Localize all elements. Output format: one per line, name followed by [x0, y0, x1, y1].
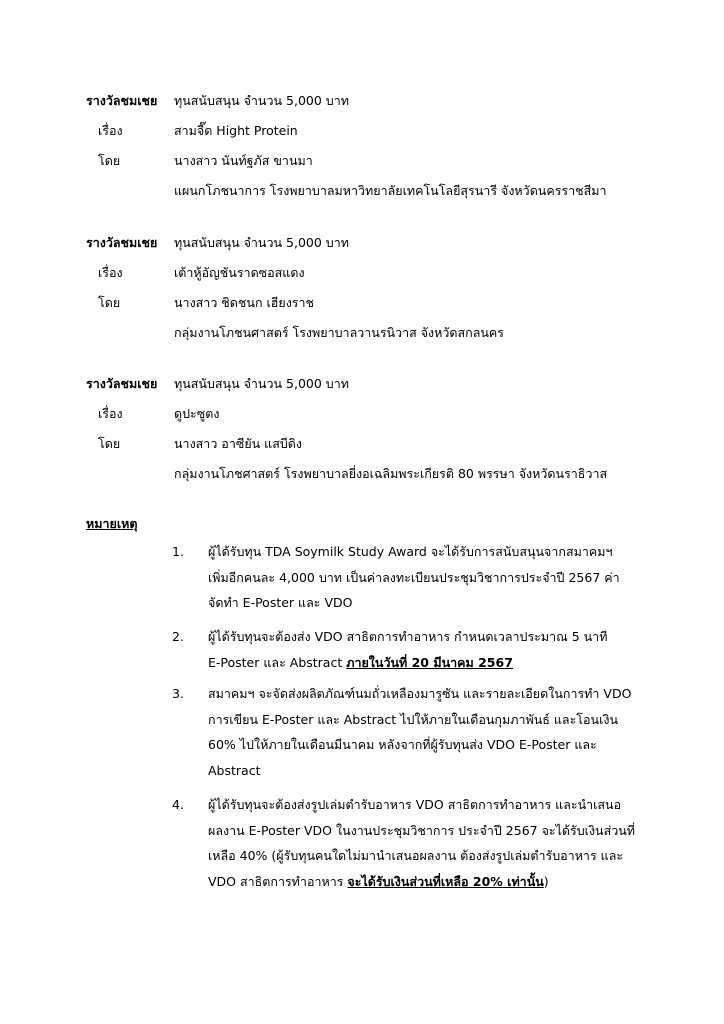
- note-number: 4.: [172, 797, 184, 812]
- remaining-amount-emphasis: จะได้รับเงินส่วนที่เหลือ 20% เท่านั้น: [347, 873, 544, 889]
- topic-label: เรื่อง: [98, 265, 123, 280]
- award-author: นางสาว นันท์ฐภัส ขานมา: [174, 153, 313, 168]
- award-label: รางวัลชมเชย: [86, 376, 158, 391]
- award-affiliation: กลุ่มงานโภชศาสตร์ โรงพยาบาลยี่งอเฉลิมพระเกียรติ 80 พรรษา จังหวัดนราธิวาส: [174, 466, 608, 481]
- note-line: จัดทำ E-Poster และ VDO: [208, 595, 353, 610]
- note-line: ผู้ได้รับทุนจะต้องส่งรูปเล่มตำรับอาหาร VDO สาธิตการทำอาหาร และนำเสนอ: [208, 797, 622, 812]
- award-affiliation: กลุ่มงานโภชนศาสตร์ โรงพยาบาลวานรนิวาส จังหวัดสกลนคร: [174, 325, 504, 340]
- award-topic: เต้าหู้อัญชันราดซอสแดง: [174, 265, 305, 280]
- note-number: 1.: [172, 544, 184, 559]
- note-number: 3.: [172, 686, 184, 701]
- note-number: 2.: [172, 629, 184, 644]
- award-author-row: [86, 288, 686, 318]
- award-author-row: [86, 146, 686, 176]
- award-block-3: [86, 369, 686, 489]
- by-label: โดย: [98, 153, 121, 168]
- award-author: นางสาว อาซียัน แสบีดิง: [174, 436, 303, 451]
- note-line: ผู้ได้รับทุน TDA Soymilk Study Award จะได้รับการสนับสนุนจากสมาคมฯ: [208, 544, 613, 559]
- award-label: รางวัลชมเชย: [86, 235, 158, 250]
- topic-label: เรื่อง: [98, 406, 123, 421]
- note-line: เพิ่มอีกคนละ 4,000 บาท เป็นค่าลงทะเบียนประชุมวิชาการประจำปี 2567 ค่า: [208, 569, 620, 585]
- note-text: [208, 792, 640, 894]
- note-line: เหลือ 40% (ผู้รับทุนคนใดไม่มานำเสนอผลงาน ต้องส่งรูปเล่มตำรับอาหาร และ: [208, 848, 624, 863]
- award-block-2: [86, 228, 686, 348]
- award-topic-row: [86, 258, 686, 288]
- note-text: [208, 539, 640, 616]
- award-prize-row: [86, 369, 686, 399]
- note-line: [208, 869, 640, 895]
- note-line: Abstract: [208, 762, 261, 778]
- award-block-1: [86, 86, 686, 206]
- award-prize: ทุนสนับสนุน จำนวน 5,000 บาท: [174, 235, 349, 250]
- notes-title: หมายเหตุ: [86, 516, 138, 531]
- award-affiliation-row: [86, 459, 686, 489]
- by-label: โดย: [98, 295, 121, 310]
- note-text: [208, 681, 640, 783]
- note-line: ผู้ได้รับทุนจะต้องส่ง VDO สาธิตการทำอาหาร กำหนดเวลาประมาณ 5 นาที: [208, 629, 608, 644]
- note-line: สมาคมฯ จะจัดส่งผลิตภัณฑ์นมถั่วเหลืองมารูซัน และรายละเอียดในการทำ VDO: [208, 686, 632, 701]
- award-topic: สามจี๊ด Hight Protein: [174, 123, 298, 138]
- award-affiliation: แผนกโภชนาการ โรงพยาบาลมหาวิทยาลัยเทคโนโลยีสุรนารี จังหวัดนครราชสีมา: [174, 183, 607, 198]
- award-affiliation-row: [86, 318, 686, 348]
- award-prize: ทุนสนับสนุน จำนวน 5,000 บาท: [174, 376, 349, 391]
- note-line: การเขียน E-Poster และ Abstract ไปให้ภายในเดือนกุมภาพันธ์ และโอนเงิน: [208, 711, 618, 727]
- deadline-emphasis: ภายในวันที่ 20 มีนาคม 2567: [346, 654, 513, 670]
- award-prize-row: [86, 86, 686, 116]
- by-label: โดย: [98, 436, 121, 451]
- closing-parenthesis: ): [543, 873, 549, 889]
- award-topic-row: [86, 116, 686, 146]
- award-affiliation-row: [86, 176, 686, 206]
- note-text-plain: VDO สาธิตการทำอาหาร: [208, 873, 348, 889]
- note-text-plain: E-Poster และ Abstract: [208, 654, 347, 670]
- note-line: [208, 650, 640, 676]
- note-line: 60% ไปให้ภายในเดือนมีนาคม หลังจากที่ผู้รับทุนส่ง VDO E-Poster และ: [208, 737, 597, 752]
- award-prize-row: [86, 228, 686, 258]
- note-text: [208, 624, 640, 675]
- award-topic: ดูปะซูตง: [174, 406, 220, 421]
- note-line: ผลงาน E-Poster VDO ในงานประชุมวิชาการ ประจำปี 2567 จะได้รับเงินส่วนที่: [208, 822, 636, 838]
- award-author-row: [86, 429, 686, 459]
- award-prize: ทุนสนับสนุน จำนวน 5,000 บาท: [174, 93, 349, 108]
- award-author: นางสาว ชิดชนก เฮียงราช: [174, 295, 315, 310]
- award-label: รางวัลชมเชย: [86, 93, 158, 108]
- award-topic-row: [86, 399, 686, 429]
- topic-label: เรื่อง: [98, 123, 123, 138]
